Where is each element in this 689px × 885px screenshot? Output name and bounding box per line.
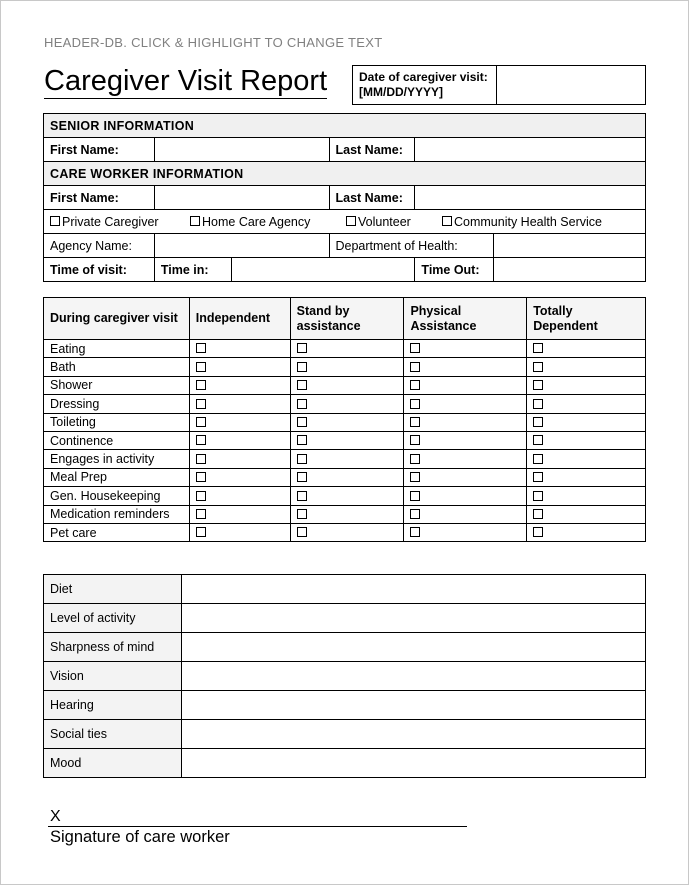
adl-cell bbox=[527, 376, 646, 394]
agency-name-field[interactable] bbox=[154, 234, 329, 258]
checkbox-icon[interactable] bbox=[196, 343, 206, 353]
adl-cell bbox=[527, 450, 646, 468]
senior-last-name-label: Last Name: bbox=[329, 138, 415, 162]
observation-field[interactable] bbox=[182, 662, 646, 691]
checkbox-icon[interactable] bbox=[196, 527, 206, 537]
adl-activity-label: Dressing bbox=[44, 395, 190, 413]
checkbox-icon[interactable] bbox=[346, 216, 356, 226]
adl-cell bbox=[189, 450, 290, 468]
adl-activity-label: Eating bbox=[44, 340, 190, 358]
senior-last-name-field[interactable] bbox=[415, 138, 646, 162]
adl-activity-label: Engages in activity bbox=[44, 450, 190, 468]
checkbox-icon[interactable] bbox=[533, 399, 543, 409]
adl-cell bbox=[290, 505, 404, 523]
table-row bbox=[44, 523, 646, 541]
option-home-care-agency[interactable]: Home Care Agency bbox=[190, 215, 346, 229]
care-section-heading: CARE WORKER INFORMATION bbox=[44, 162, 646, 186]
checkbox-icon[interactable] bbox=[533, 491, 543, 501]
senior-first-name-label: First Name: bbox=[44, 138, 155, 162]
adl-cell bbox=[404, 468, 527, 486]
adl-cell bbox=[404, 413, 527, 431]
table-row bbox=[44, 633, 646, 662]
checkbox-icon[interactable] bbox=[196, 417, 206, 427]
agency-name-label: Agency Name: bbox=[44, 234, 155, 258]
checkbox-icon[interactable] bbox=[410, 362, 420, 372]
adl-cell bbox=[189, 523, 290, 541]
time-out-label: Time Out: bbox=[415, 258, 494, 282]
time-of-visit-label: Time of visit: bbox=[44, 258, 155, 282]
observation-label: Vision bbox=[44, 662, 182, 691]
adl-table bbox=[43, 297, 646, 542]
checkbox-icon[interactable] bbox=[196, 491, 206, 501]
adl-cell bbox=[290, 340, 404, 358]
department-of-health-field[interactable] bbox=[494, 234, 646, 258]
adl-header-physical: Physical Assistance bbox=[404, 298, 527, 340]
adl-cell bbox=[290, 431, 404, 449]
checkbox-icon[interactable] bbox=[190, 216, 200, 226]
adl-activity-label: Pet care bbox=[44, 523, 190, 541]
adl-cell bbox=[290, 468, 404, 486]
adl-header-activity: During caregiver visit bbox=[44, 298, 190, 340]
checkbox-icon[interactable] bbox=[196, 454, 206, 464]
adl-cell bbox=[404, 358, 527, 376]
checkbox-icon[interactable] bbox=[297, 527, 307, 537]
adl-cell bbox=[290, 358, 404, 376]
care-last-name-field[interactable] bbox=[415, 186, 646, 210]
adl-cell bbox=[189, 376, 290, 394]
care-first-name-label: First Name: bbox=[44, 186, 155, 210]
table-row bbox=[44, 450, 646, 468]
checkbox-icon[interactable] bbox=[297, 417, 307, 427]
time-in-field[interactable] bbox=[231, 258, 415, 282]
checkbox-icon[interactable] bbox=[297, 343, 307, 353]
adl-cell bbox=[404, 340, 527, 358]
option-volunteer[interactable]: Volunteer bbox=[346, 215, 442, 229]
adl-cell bbox=[189, 340, 290, 358]
checkbox-icon[interactable] bbox=[410, 454, 420, 464]
option-private-caregiver[interactable]: Private Caregiver bbox=[50, 215, 190, 229]
department-of-health-label: Department of Health: bbox=[329, 234, 494, 258]
adl-cell bbox=[527, 468, 646, 486]
checkbox-icon[interactable] bbox=[196, 509, 206, 519]
adl-cell bbox=[290, 413, 404, 431]
checkbox-icon[interactable] bbox=[50, 216, 60, 226]
adl-cell bbox=[527, 413, 646, 431]
page-title: Caregiver Visit Report bbox=[44, 65, 328, 97]
signature-line[interactable] bbox=[48, 826, 467, 827]
adl-cell bbox=[404, 487, 527, 505]
table-row bbox=[44, 340, 646, 358]
checkbox-icon[interactable] bbox=[410, 509, 420, 519]
signature-label: Signature of care worker bbox=[50, 828, 230, 846]
checkbox-icon[interactable] bbox=[533, 454, 543, 464]
adl-activity-label: Continence bbox=[44, 431, 190, 449]
table-row bbox=[44, 413, 646, 431]
checkbox-icon[interactable] bbox=[196, 435, 206, 445]
observation-field[interactable] bbox=[182, 749, 646, 778]
adl-cell bbox=[189, 358, 290, 376]
caregiver-type-row bbox=[44, 210, 646, 234]
observation-field[interactable] bbox=[182, 575, 646, 604]
adl-cell bbox=[189, 487, 290, 505]
adl-cell bbox=[290, 395, 404, 413]
observation-field[interactable] bbox=[182, 633, 646, 662]
adl-cell bbox=[189, 468, 290, 486]
date-field[interactable] bbox=[497, 66, 646, 105]
checkbox-icon[interactable] bbox=[297, 454, 307, 464]
adl-cell bbox=[404, 523, 527, 541]
table-row bbox=[44, 395, 646, 413]
checkbox-icon[interactable] bbox=[196, 380, 206, 390]
date-box bbox=[352, 65, 646, 105]
observation-field[interactable] bbox=[182, 720, 646, 749]
adl-activity-label: Shower bbox=[44, 376, 190, 394]
adl-cell bbox=[527, 358, 646, 376]
table-row bbox=[44, 358, 646, 376]
adl-header-dependent: Totally Dependent bbox=[527, 298, 646, 340]
checkbox-icon[interactable] bbox=[410, 399, 420, 409]
adl-cell bbox=[527, 431, 646, 449]
signature-x-mark: X bbox=[50, 808, 61, 825]
adl-cell bbox=[404, 395, 527, 413]
checkbox-icon[interactable] bbox=[196, 472, 206, 482]
checkbox-icon[interactable] bbox=[533, 417, 543, 427]
adl-cell bbox=[404, 431, 527, 449]
checkbox-icon[interactable] bbox=[410, 435, 420, 445]
checkbox-icon[interactable] bbox=[196, 362, 206, 372]
table-row bbox=[44, 575, 646, 604]
adl-cell bbox=[404, 450, 527, 468]
observation-field[interactable] bbox=[182, 604, 646, 633]
checkbox-icon[interactable] bbox=[297, 509, 307, 519]
adl-activity-label: Meal Prep bbox=[44, 468, 190, 486]
table-row bbox=[44, 376, 646, 394]
observation-label: Mood bbox=[44, 749, 182, 778]
header-text[interactable]: HEADER-DB. CLICK & HIGHLIGHT TO CHANGE TEXT bbox=[44, 35, 383, 50]
adl-activity-label: Toileting bbox=[44, 413, 190, 431]
table-row bbox=[44, 487, 646, 505]
checkbox-icon[interactable] bbox=[297, 435, 307, 445]
checkbox-icon[interactable] bbox=[410, 343, 420, 353]
table-row bbox=[44, 720, 646, 749]
checkbox-icon[interactable] bbox=[196, 399, 206, 409]
checkbox-icon[interactable] bbox=[533, 362, 543, 372]
adl-cell bbox=[290, 450, 404, 468]
checkbox-icon[interactable] bbox=[533, 380, 543, 390]
checkbox-icon[interactable] bbox=[410, 417, 420, 427]
checkbox-icon[interactable] bbox=[442, 216, 452, 226]
observation-label: Diet bbox=[44, 575, 182, 604]
adl-cell bbox=[290, 487, 404, 505]
table-row bbox=[44, 468, 646, 486]
checkbox-icon[interactable] bbox=[410, 491, 420, 501]
table-row bbox=[44, 749, 646, 778]
adl-cell bbox=[189, 505, 290, 523]
checkbox-icon[interactable] bbox=[410, 472, 420, 482]
observation-label: Sharpness of mind bbox=[44, 633, 182, 662]
adl-cell bbox=[527, 487, 646, 505]
table-row bbox=[44, 505, 646, 523]
checkbox-icon[interactable] bbox=[533, 509, 543, 519]
info-table bbox=[43, 113, 646, 282]
adl-header-row bbox=[44, 298, 646, 340]
senior-first-name-field[interactable] bbox=[154, 138, 329, 162]
adl-cell bbox=[290, 376, 404, 394]
observation-field[interactable] bbox=[182, 691, 646, 720]
time-in-label: Time in: bbox=[154, 258, 231, 282]
date-label: Date of caregiver visit: [MM/DD/YYYY] bbox=[353, 66, 497, 105]
checkbox-icon[interactable] bbox=[533, 472, 543, 482]
table-row bbox=[44, 691, 646, 720]
adl-header-independent: Independent bbox=[189, 298, 290, 340]
checkbox-icon[interactable] bbox=[297, 491, 307, 501]
observation-label: Hearing bbox=[44, 691, 182, 720]
adl-cell bbox=[527, 505, 646, 523]
adl-cell bbox=[527, 340, 646, 358]
checkbox-icon[interactable] bbox=[533, 527, 543, 537]
time-out-field[interactable] bbox=[494, 258, 646, 282]
table-row bbox=[44, 431, 646, 449]
senior-section-heading: SENIOR INFORMATION bbox=[44, 114, 646, 138]
checkbox-icon[interactable] bbox=[410, 380, 420, 390]
checkbox-icon[interactable] bbox=[297, 380, 307, 390]
adl-cell bbox=[404, 505, 527, 523]
checkbox-icon[interactable] bbox=[533, 435, 543, 445]
adl-activity-label: Gen. Housekeeping bbox=[44, 487, 190, 505]
adl-cell bbox=[189, 413, 290, 431]
adl-activity-label: Bath bbox=[44, 358, 190, 376]
adl-cell bbox=[189, 431, 290, 449]
checkbox-icon[interactable] bbox=[410, 527, 420, 537]
checkbox-icon[interactable] bbox=[297, 362, 307, 372]
observations-table bbox=[43, 574, 646, 778]
adl-cell bbox=[189, 395, 290, 413]
adl-activity-label: Medication reminders bbox=[44, 505, 190, 523]
observation-label: Social ties bbox=[44, 720, 182, 749]
adl-cell bbox=[527, 523, 646, 541]
adl-cell bbox=[404, 376, 527, 394]
adl-cell bbox=[290, 523, 404, 541]
table-row bbox=[44, 604, 646, 633]
care-last-name-label: Last Name: bbox=[329, 186, 415, 210]
observation-label: Level of activity bbox=[44, 604, 182, 633]
table-row bbox=[44, 662, 646, 691]
care-first-name-field[interactable] bbox=[154, 186, 329, 210]
checkbox-icon[interactable] bbox=[297, 472, 307, 482]
adl-header-standby: Stand by assistance bbox=[290, 298, 404, 340]
checkbox-icon[interactable] bbox=[297, 399, 307, 409]
option-community-health-service[interactable]: Community Health Service bbox=[442, 215, 602, 229]
adl-cell bbox=[527, 395, 646, 413]
checkbox-icon[interactable] bbox=[533, 343, 543, 353]
